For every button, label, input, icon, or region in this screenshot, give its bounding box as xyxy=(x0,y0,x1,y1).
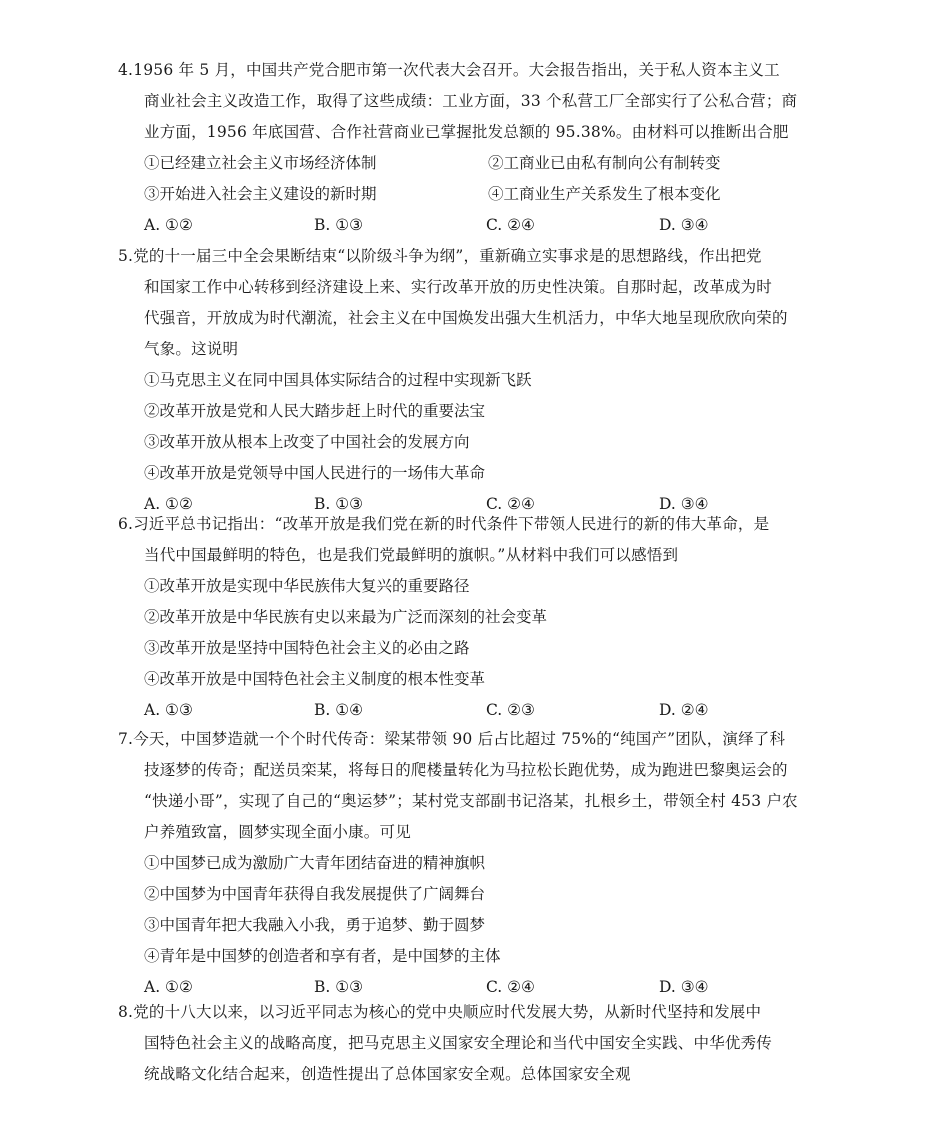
q5-stem-line-3: 代强音，开放成为时代潮流，社会主义在中国焕发出强大生机活力，中华大地呈现欣欣向荣的 xyxy=(144,309,788,327)
q8-stem-line-2: 国特色社会主义的战略高度，把马克思主义国家安全理论和当代中国安全实践、中华优秀传 xyxy=(144,1034,773,1052)
q8-stem-line-3: 统战略文化结合起来，创造性提出了总体国家安全观。总体国家安全观 xyxy=(144,1065,631,1083)
q5-stem-line-4: 气象。这说明 xyxy=(144,340,239,358)
q4-option-3: ③开始进入社会主义建设的新时期 xyxy=(144,185,377,203)
q5-stem-line-2: 和国家工作中心转移到经济建设上来、实行改革开放的历史性决策。自那时起，改革成为时 xyxy=(144,278,773,296)
q5-answer-b[interactable]: B. ①③ xyxy=(314,495,364,513)
question-7 xyxy=(118,724,838,1003)
q5-option-2: ②改革开放是党和人民大踏步赶上时代的重要法宝 xyxy=(144,402,486,420)
q7-stem-line-3: “快递小哥”，实现了自己的“奥运梦”；某村党支部副书记洛某，扎根乡土，带领全村 453 户农 xyxy=(144,792,798,810)
q6-option-3: ③改革开放是坚持中国特色社会主义的必由之路 xyxy=(144,639,470,657)
question-4 xyxy=(118,55,838,241)
q6-stem-line-1: 6.习近平总书记指出：“改革开放是我们党在新的时代条件下带领人民进行的新的伟大革命，是 xyxy=(118,515,770,533)
q7-option-1: ①中国梦已成为激励广大青年团结奋进的精神旗帜 xyxy=(144,854,486,872)
q7-option-2: ②中国梦为中国青年获得自我发展提供了广阔舞台 xyxy=(144,885,486,903)
question-6 xyxy=(118,509,838,726)
q4-answer-c[interactable]: C. ②④ xyxy=(486,216,535,234)
q5-option-4: ④改革开放是党领导中国人民进行的一场伟大革命 xyxy=(144,464,486,482)
q5-option-1: ①马克思主义在同中国具体实际结合的过程中实现新飞跃 xyxy=(144,371,532,389)
q4-answers xyxy=(118,210,838,241)
q4-option-2: ②工商业已由私有制向公有制转变 xyxy=(488,154,721,172)
q4-option-row-2 xyxy=(118,179,838,210)
question-5 xyxy=(118,241,838,520)
q4-answer-a[interactable]: A. ①② xyxy=(144,216,193,234)
q4-option-4: ④工商业生产关系发生了根本变化 xyxy=(488,185,721,203)
q5-answer-d[interactable]: D. ③④ xyxy=(659,495,709,513)
q6-answer-c[interactable]: C. ②③ xyxy=(486,701,535,719)
q6-answers xyxy=(118,695,838,726)
q6-answer-b[interactable]: B. ①④ xyxy=(314,701,364,719)
q7-stem-line-1: 7.今天，中国梦造就一个个时代传奇：梁某带领 90 后占比超过 75%的“纯国产”团队，演绎了科 xyxy=(118,730,786,748)
q7-stem-line-4: 户养殖致富，圆梦实现全面小康。可见 xyxy=(144,823,411,841)
q6-answer-a[interactable]: A. ①③ xyxy=(144,701,193,719)
q4-option-1: ①已经建立社会主义市场经济体制 xyxy=(144,154,377,172)
q6-stem-line-2: 当代中国最鲜明的特色，也是我们党最鲜明的旗帜。”从材料中我们可以感悟到 xyxy=(144,546,679,564)
q7-answer-c[interactable]: C. ②④ xyxy=(486,978,535,996)
q4-stem-line-1: 4.1956 年 5 月，中国共产党合肥市第一次代表大会召开。大会报告指出，关于私人资本主义工 xyxy=(118,61,780,79)
q4-stem-line-2: 商业社会主义改造工作，取得了这些成绩：工业方面，33 个私营工厂全部实行了公私合营；商 xyxy=(144,92,798,110)
question-8 xyxy=(118,997,838,1090)
q4-answer-d[interactable]: D. ③④ xyxy=(659,216,709,234)
q6-option-2: ②改革开放是中华民族有史以来最为广泛而深刻的社会变革 xyxy=(144,608,548,626)
q7-option-3: ③中国青年把大我融入小我，勇于追梦、勤于圆梦 xyxy=(144,916,486,934)
q5-answer-c[interactable]: C. ②④ xyxy=(486,495,535,513)
q7-answer-b[interactable]: B. ①③ xyxy=(314,978,364,996)
q5-stem-line-1: 5.党的十一届三中全会果断结束“以阶级斗争为纲”，重新确立实事求是的思想路线，作出把党 xyxy=(118,247,762,265)
q7-answer-d[interactable]: D. ③④ xyxy=(659,978,709,996)
q6-answer-d[interactable]: D. ②④ xyxy=(659,701,709,719)
q6-option-4: ④改革开放是中国特色社会主义制度的根本性变革 xyxy=(144,670,486,688)
q5-option-3: ③改革开放从根本上改变了中国社会的发展方向 xyxy=(144,433,470,451)
q4-answer-b[interactable]: B. ①③ xyxy=(314,216,364,234)
q8-stem-line-1: 8.党的十八大以来，以习近平同志为核心的党中央顺应时代发展大势，从新时代坚持和发展中 xyxy=(118,1003,762,1021)
q6-option-1: ①改革开放是实现中华民族伟大复兴的重要路径 xyxy=(144,577,470,595)
q7-answer-a[interactable]: A. ①② xyxy=(144,978,193,996)
q7-option-4: ④青年是中国梦的创造者和享有者，是中国梦的主体 xyxy=(144,947,501,965)
q7-stem-line-2: 技逐梦的传奇；配送员栾某，将每日的爬楼量转化为马拉松长跑优势，成为跑进巴黎奥运会的 xyxy=(144,761,788,779)
q4-stem-line-3: 业方面，1956 年底国营、合作社营商业已掌握批发总额的 95.38%。由材料可以推断出合肥 xyxy=(144,123,789,141)
q4-option-row-1 xyxy=(118,148,838,179)
q5-answer-a[interactable]: A. ①② xyxy=(144,495,193,513)
